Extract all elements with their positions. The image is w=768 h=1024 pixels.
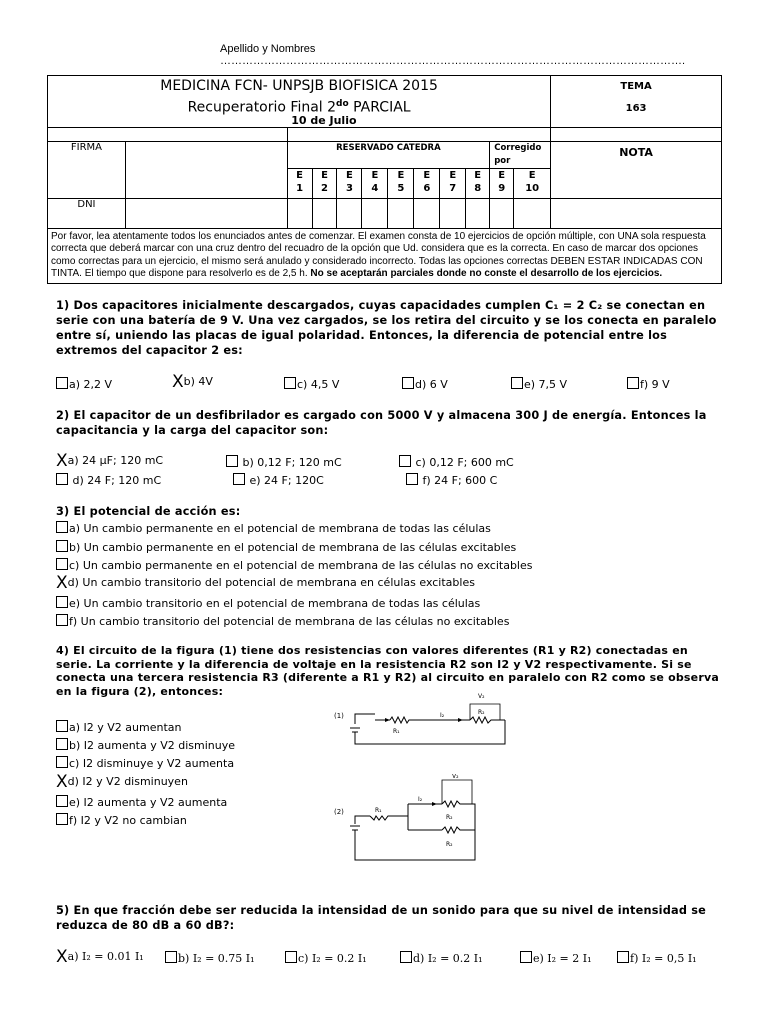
checkbox[interactable] — [56, 738, 68, 750]
question-4-text: 4) El circuito de la figura (1) tiene dos resistencias con valores diferentes (R1 y R2) conectadas en serie. La corriente y la diferencia de voltaje en la resistencia R2 son I2 y V2 respectivamente. Si se conecta una tercera resistencia R3 (diferente a R1 y R2) al circuito en paralelo con R2 como se observa en la figura (2), entonces: — [56, 644, 719, 698]
q3-option-c[interactable]: c) Un cambio permanente en el potencial de membrana de las células no excitables — [56, 558, 533, 573]
score-cell — [514, 198, 551, 228]
q2-option-a[interactable]: Xa) 24 µF; 120 mC — [56, 451, 164, 471]
x-mark-icon: X — [56, 947, 68, 967]
x-mark-icon: X — [172, 372, 184, 392]
exam-title: MEDICINA FCN- UNPSJB BIOFISICA 2015 — [160, 78, 438, 94]
tema-label: TEMA — [620, 81, 652, 92]
resistor-r3 — [442, 827, 475, 833]
checkbox[interactable] — [56, 720, 68, 732]
question-2-text: 2) El capacitor de un desfibrilador es cargado con 5000 V y almacena 300 J de energía. Entonces la capacitancia y la carga del capacitor son: — [56, 409, 707, 437]
firma-label: FIRMA — [48, 141, 126, 198]
q3-option-d[interactable]: Xd) Un cambio transitorio del potencial de membrana en células excitables — [56, 573, 475, 593]
score-cell — [440, 198, 466, 228]
current-arrow-icon — [432, 802, 437, 806]
instructions-notice: Por favor, lea atentamente todos los enunciados antes de comenzar. El examen consta de 10 ejercicios de opción múltiple, con UNA sola respuesta correcta que deberá marcar con una cruz dentro del recuadro de la opción que Ud. considera que es la correcta. En caso de marcar dos opciones como correctas para un ejercicio, el mismo será anulado y considerado incorrecto. Todas las opciones correctas DEBEN ESTAR INDICADAS CON TINTA. El tiempo que dispone para resolverlo es de 2,5 h. No se aceptarán parciales donde no conste el desarrollo de los ejercicios. — [48, 228, 722, 283]
checkbox[interactable] — [406, 473, 418, 485]
corregido-por-label: Corregido por — [490, 141, 551, 168]
x-mark-icon: X — [56, 772, 68, 792]
q3-option-b[interactable]: b) Un cambio permanente en el potencial de membrana de las células excitables — [56, 540, 516, 555]
q2-option-f[interactable]: f) 24 F; 600 C — [406, 473, 497, 488]
svg-text:R₁: R₁ — [375, 807, 382, 814]
question-3-text: 3) El potencial de acción es: — [56, 505, 241, 518]
q2-option-b[interactable]: b) 0,12 F; 120 mC — [226, 455, 342, 470]
q1-option-b[interactable]: Xb) 4V — [172, 372, 213, 392]
q2-option-d[interactable]: d) 24 F; 120 mC — [56, 473, 161, 488]
q3-option-a[interactable]: a) Un cambio permanente en el potencial de membrana de todas las células — [56, 521, 491, 536]
checkbox[interactable] — [56, 596, 68, 608]
checkbox[interactable] — [284, 377, 296, 389]
checkbox[interactable] — [56, 795, 68, 807]
x-mark-icon: X — [56, 451, 68, 471]
svg-text:V₂: V₂ — [452, 774, 459, 780]
current-arrow-icon — [458, 718, 463, 722]
score-cell — [466, 198, 490, 228]
reservado-catedra-label: RESERVADO CATEDRA — [287, 141, 490, 168]
figure-1-label: (1) — [334, 712, 344, 720]
q3-option-f[interactable]: f) Un cambio transitorio del potencial de membrana de las células no excitables — [56, 614, 509, 629]
score-cell — [490, 198, 514, 228]
svg-text:R₁: R₁ — [393, 728, 400, 735]
checkbox[interactable] — [400, 951, 412, 963]
q2-option-e[interactable]: e) 24 F; 120C — [233, 473, 324, 488]
q1-option-f[interactable]: f) 9 V — [627, 377, 670, 392]
checkbox[interactable] — [165, 951, 177, 963]
checkbox[interactable] — [56, 540, 68, 552]
x-mark-icon: X — [56, 573, 68, 593]
checkbox[interactable] — [56, 756, 68, 768]
resistor-r1 — [370, 816, 408, 820]
exam-header-table — [47, 75, 722, 284]
q1-option-c[interactable]: c) 4,5 V — [284, 377, 339, 392]
checkbox[interactable] — [627, 377, 639, 389]
q5-option-c[interactable]: c) I₂ = 0.2 I₁ — [285, 951, 367, 966]
dni-label: DNI — [48, 198, 126, 228]
tema-cell — [551, 76, 722, 128]
apellido-nombres-line: Apellido y Nombres ………………………………………………………………………………………………………………. — [220, 43, 686, 67]
nota-field — [551, 198, 722, 228]
q4-option-e[interactable]: e) I2 aumenta y V2 aumenta — [56, 795, 227, 810]
q5-option-f[interactable]: f) I₂ = 0,5 I₁ — [617, 951, 697, 966]
checkbox[interactable] — [56, 521, 68, 533]
checkbox[interactable] — [520, 951, 532, 963]
checkbox[interactable] — [56, 473, 68, 485]
q2-option-c[interactable]: c) 0,12 F; 600 mC — [399, 455, 514, 470]
current-arrow-icon — [385, 718, 390, 722]
score-cell — [362, 198, 388, 228]
checkbox[interactable] — [56, 614, 68, 626]
score-cell — [312, 198, 337, 228]
checkbox[interactable] — [399, 455, 411, 467]
score-cell — [388, 198, 414, 228]
checkbox[interactable] — [56, 813, 68, 825]
checkbox[interactable] — [511, 377, 523, 389]
checkbox[interactable] — [617, 951, 629, 963]
dni-field[interactable] — [125, 198, 287, 228]
question-5-text: 5) En que fracción debe ser reducida la intensidad de un sonido para que su nivel de intensidad se reduzca de 80 dB a 60 dB?: — [56, 904, 707, 932]
svg-text:R₂: R₂ — [478, 709, 485, 716]
score-cell — [287, 198, 312, 228]
svg-text:I₂: I₂ — [440, 712, 445, 719]
checkbox[interactable] — [285, 951, 297, 963]
q5-option-b[interactable]: b) I₂ = 0.75 I₁ — [165, 951, 255, 966]
firma-field[interactable] — [125, 141, 287, 198]
q1-option-d[interactable]: d) 6 V — [402, 377, 448, 392]
svg-text:R₂: R₂ — [446, 814, 453, 821]
q4-option-a[interactable]: a) I2 y V2 aumentan — [56, 720, 182, 735]
figure-2-label: (2) — [334, 808, 344, 816]
q4-option-b[interactable]: b) I2 aumenta y V2 disminuye — [56, 738, 235, 753]
exam-subtitle: Recuperatorio Final $2^{do}$ PARCIAL — [187, 99, 411, 116]
tema-number: 163 — [625, 103, 647, 114]
q5-option-a[interactable]: Xa) I₂ = 0.01 I₁ — [56, 947, 144, 967]
checkbox[interactable] — [56, 558, 68, 570]
q3-option-e[interactable]: e) Un cambio transitorio en el potencial de membrana de todas las células — [56, 596, 480, 611]
circuit-figure-2 — [330, 774, 510, 864]
ejercicio-header-row: E 1 E 2 E 3 E 4 E 5 E 6 E 7 E 8 E 9 E 10 — [48, 168, 722, 198]
svg-text:V₂: V₂ — [478, 693, 485, 700]
score-cell — [337, 198, 362, 228]
circuit-figure-1 — [330, 688, 510, 748]
nota-label: NOTA — [619, 145, 653, 159]
checkbox[interactable] — [402, 377, 414, 389]
svg-text:I₂: I₂ — [418, 796, 423, 803]
checkbox[interactable] — [226, 455, 238, 467]
q4-option-d[interactable]: Xd) I2 y V2 disminuyen — [56, 772, 188, 792]
exam-date: 10 de Julio — [291, 113, 357, 127]
q4-option-c[interactable]: c) I2 disminuye y V2 aumenta — [56, 756, 234, 771]
checkbox[interactable] — [233, 473, 245, 485]
q4-option-f[interactable]: f) I2 y V2 no cambian — [56, 813, 187, 828]
checkbox[interactable] — [56, 377, 68, 389]
q1-option-e[interactable]: e) 7,5 V — [511, 377, 567, 392]
svg-text:R₂: R₂ — [446, 841, 453, 848]
q1-option-a[interactable]: a) 2,2 V — [56, 377, 112, 392]
score-cell — [414, 198, 440, 228]
q5-option-d[interactable]: d) I₂ = 0.2 I₁ — [400, 951, 483, 966]
question-1-text: 1) Dos capacitores inicialmente descargados, cuyas capacidades cumplen C₁ = 2 C₂ se conectan en serie con una batería de 9 V. Una vez cargados, se los retira del circuito y se los conecta en paralelo entre sí, uniendo las placas de igual polaridad. Entonces, la diferencia de potencial entre los extremos del capacitor 2 es: — [56, 299, 717, 357]
q5-option-e[interactable]: e) I₂ = 2 I₁ — [520, 951, 592, 966]
